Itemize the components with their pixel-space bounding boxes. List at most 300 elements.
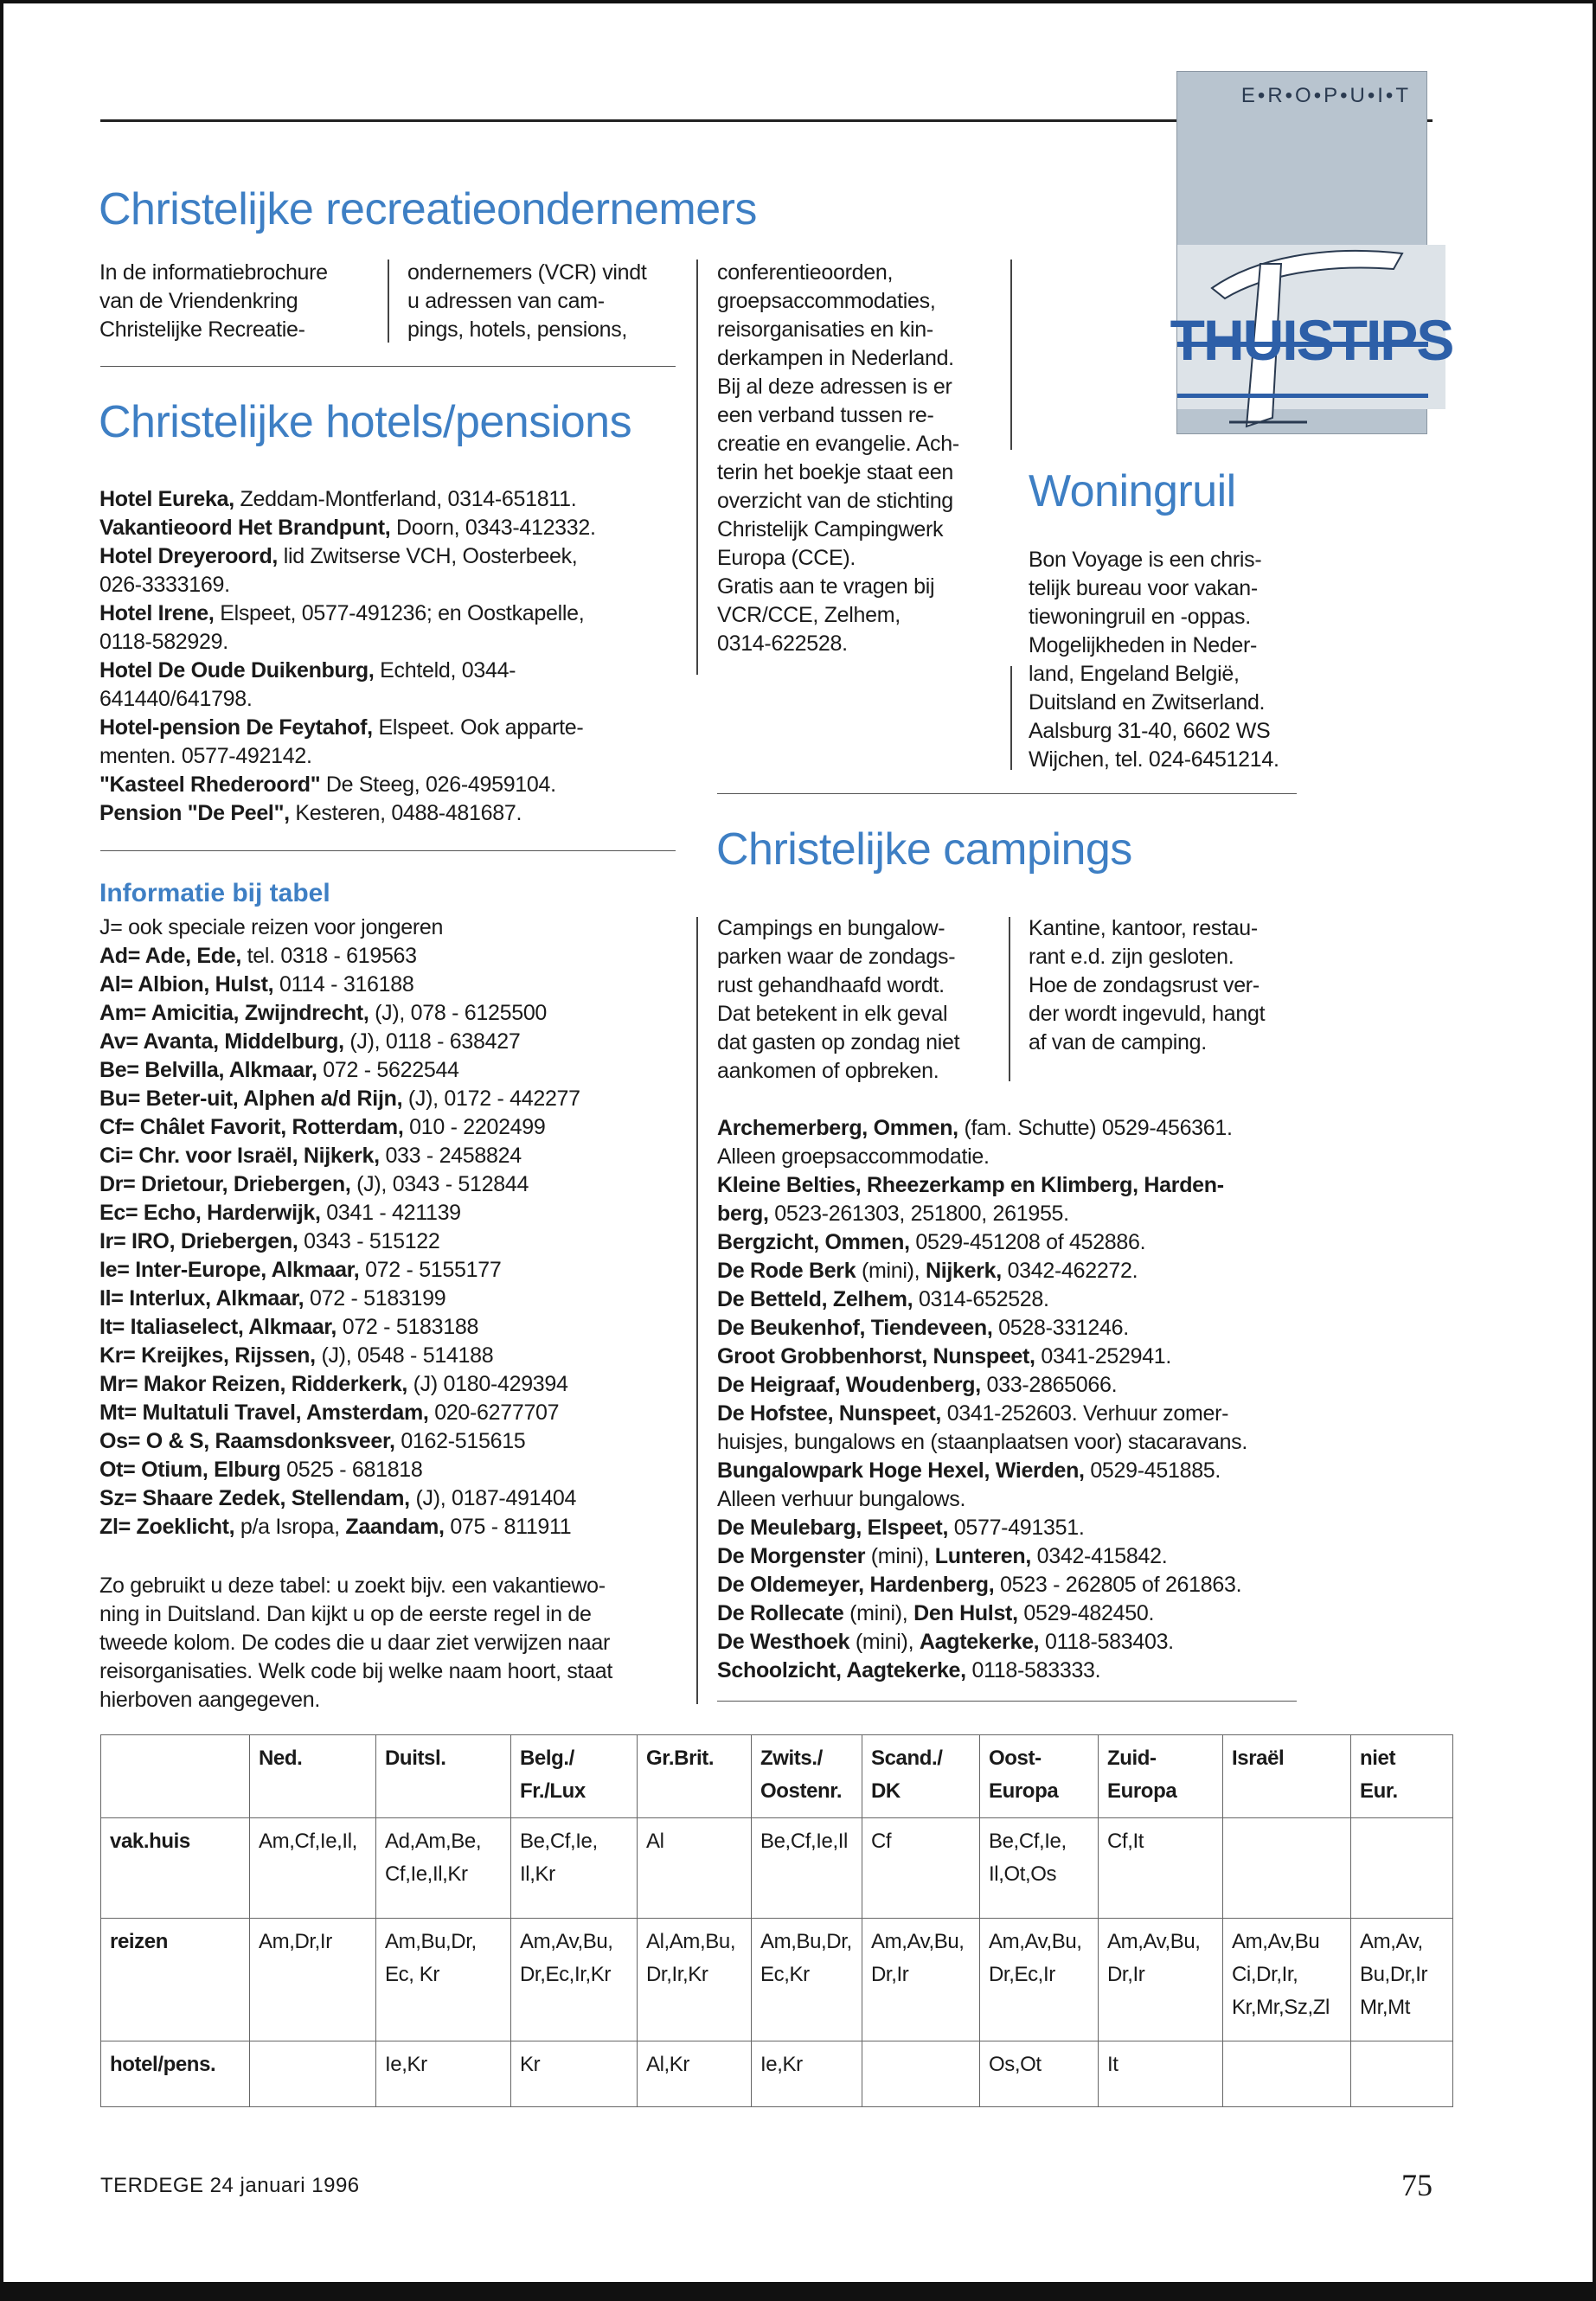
hotel-details: lid Zwitserse VCH, Oosterbeek, [278,544,578,568]
hotel-name: Pension "De Peel", [99,801,290,825]
code-entry [99,1056,580,1085]
code-name: Av= Avanta, Middelburg, [99,1029,344,1054]
hotel-entry [99,799,596,828]
text-line: reisorganisaties. Welk code bij welke naam hoort, staat [99,1659,613,1683]
code-entry [99,1484,580,1513]
table-column-header-text: Zwits./ Oostenr. [760,1747,843,1803]
table-cell [638,2041,752,2107]
table-cell [511,1818,638,1919]
text-line: terin het boekje staat een [717,460,953,484]
camping-entry [717,1428,1247,1457]
table-cell-text: Ie,Kr [385,2053,427,2076]
code-entry [99,1399,580,1427]
table-cell [250,1818,376,1919]
camping-name: De Rode Berk [717,1259,856,1283]
table-column-header-text: Oost- Europa [989,1747,1059,1803]
table-column-header [980,1735,1099,1818]
table-column-header-text: niet Eur. [1360,1747,1398,1803]
code-name: Ir= IRO, Driebergen, [99,1229,298,1253]
table-cell [980,1818,1099,1919]
camping-name: De Meulebarg, Elspeet, [717,1516,949,1540]
campings-title: Christelijke campings [716,824,1132,875]
section-rule [717,793,1297,794]
code-phone: 075 - 811911 [444,1515,572,1539]
hotel-details: De Steeg, 026-4959104. [320,772,556,797]
text-line: VCR/CCE, Zelhem, [717,603,901,627]
code-entry [99,1199,580,1227]
table-row [101,1818,1453,1919]
table-cell-text: Am,Av,Bu Ci,Dr,Ir, Kr,Mr,Sz,Zl [1232,1930,1330,2019]
camping-entry [717,1514,1247,1542]
code-details: (J), 0548 - 514188 [315,1343,494,1368]
camping-details: 0341-252603. Verhuur zomer- [941,1401,1229,1426]
table-cell-text: Am,Bu,Dr, Ec,Kr [760,1930,852,1986]
logo-t-glyph [1177,72,1428,435]
hotel-entry [99,542,596,571]
code-details: (J), 0118 - 638427 [343,1029,521,1054]
table-cell-text: Al,Am,Bu, Dr,Ir,Kr [646,1930,736,1986]
table-cell [752,1919,862,2041]
text-line: Christelijk Campingwerk [717,517,944,542]
camping-name: Bungalowpark Hoge Hexel, Wierden, [717,1458,1085,1483]
text-line: een verband tussen re- [717,403,934,427]
camping-entry [717,1257,1247,1285]
camping-details: 0314-652528. [913,1287,1049,1311]
text-line: der wordt ingevuld, hangt [1029,1002,1266,1026]
table-cell [511,1919,638,2041]
code-name: Ot= Otium, Elburg [99,1458,281,1482]
divider-vertical [1010,260,1012,450]
code-details: 0162-515615 [394,1429,526,1453]
hotel-details: menten. 0577-492142. [99,744,312,768]
camping-details: (fam. Schutte) 0529-456361. [958,1116,1233,1140]
camping-entry [717,1657,1247,1685]
camping-entry [717,1571,1247,1599]
divider-vertical [1010,666,1012,770]
code-details: 020-6277707 [428,1400,560,1425]
camping-entry [717,1228,1247,1257]
text-line: reisorganisaties en kin- [717,317,933,342]
text-line: Mogelijkheden in Neder- [1029,633,1258,657]
table-column-header [862,1735,980,1818]
text-line: Kantine, kantoor, restau- [1029,916,1258,940]
camping-name: Schoolzicht, Aagtekerke, [717,1658,966,1682]
camping-details: (mini), [856,1259,926,1283]
divider-vertical [388,260,389,343]
camping-name: De Rollecate [717,1601,844,1625]
camping-phone: 0529-482450. [1017,1601,1155,1625]
code-details: 072 - 5183199 [304,1286,446,1311]
hotel-entry [99,599,596,628]
code-entry [99,1170,580,1199]
camping-details: 0529-451208 of 452886. [909,1230,1146,1254]
table-row-label [101,2041,250,2107]
code-name: Il= Interlux, Alkmaar, [99,1286,304,1311]
table-cell-text: Cf,It [1107,1830,1144,1853]
code-details: (J) 0180-429394 [407,1372,568,1396]
hotel-name: Hotel Dreyeroord, [99,544,279,568]
recreatie-title: Christelijke recreatieondernemers [99,184,757,234]
table-cell [752,1818,862,1919]
text-line: pings, hotels, pensions, [407,317,628,342]
divider-vertical [1009,917,1010,1081]
camping-entry [717,1143,1247,1171]
table-cell-text: Os,Ot [989,2053,1042,2076]
camping-phone: 0342-462272. [1001,1259,1138,1283]
table-row-label-text: hotel/pens. [110,2053,216,2076]
code-city: Zaandam, [345,1515,445,1539]
code-entry [99,1142,580,1170]
text-line: dat gasten op zondag niet [717,1030,960,1054]
table-cell-text: Al [646,1830,664,1853]
table-cell [376,1818,511,1919]
table-row-label [101,1818,250,1919]
table-cell [1223,2041,1351,2107]
camping-name: Archemerberg, Ommen, [717,1116,958,1140]
hotels-list [99,485,596,828]
camping-details: 033-2865066. [980,1373,1118,1397]
table-cell [1099,1818,1223,1919]
code-entry [99,1285,580,1313]
table-row [101,2041,1453,2107]
hotel-details: Echteld, 0344- [374,658,516,683]
code-entry [99,1513,580,1541]
divider-vertical [696,917,698,1704]
text-line: parken waar de zondags- [717,945,956,969]
table-column-header [511,1735,638,1818]
text-line: aankomen of opbreken. [717,1059,939,1083]
table-column-header [752,1735,862,1818]
table-column-header [1099,1735,1223,1818]
camping-phone: 0342-415842. [1030,1544,1168,1568]
page-number: 75 [1401,2168,1433,2202]
text-line: af van de camping. [1029,1030,1207,1054]
text-line: derkampen in Nederland. [717,346,954,370]
code-name: Ci= Chr. voor Israël, Nijkerk, [99,1144,380,1168]
code-name: Mt= Multatuli Travel, Amsterdam, [99,1400,429,1425]
text-line: Bon Voyage is een chris- [1029,548,1262,572]
code-details: 0343 - 515122 [298,1229,440,1253]
text-line: Wijchen, tel. 024-6451214. [1029,747,1279,772]
camping-entry [717,1314,1247,1343]
table-cell-text: Be,Cf,Ie, Il,Ot,Os [989,1830,1067,1886]
table-cell-text: It [1107,2053,1118,2076]
hotel-details: Zeddam-Montferland, 0314-651811. [234,487,577,511]
camping-details: Alleen groepsaccommodatie. [717,1144,990,1169]
table-row-label [101,1919,250,2041]
camping-details: 0528-331246. [992,1316,1129,1340]
code-details: 033 - 2458824 [379,1144,522,1168]
table-column-header-text: Ned. [259,1747,303,1770]
camping-details: 0341-252941. [1035,1344,1172,1368]
table-column-header-text: Belg./ Fr./Lux [520,1747,586,1803]
hotel-name: "Kasteel Rhederoord" [99,772,321,797]
table-cell-text: Am,Bu,Dr, Ec, Kr [385,1930,477,1986]
table-cell [862,1919,980,2041]
recreatie-col2 [407,259,647,344]
table-cell [1351,1919,1453,2041]
code-entry [99,1256,580,1285]
hotel-details: Doorn, 0343-412332. [390,516,596,540]
code-entry [99,1227,580,1256]
camping-details: 0523 - 262805 of 261863. [994,1573,1242,1597]
table-header-row [101,1735,1453,1818]
hotel-name: Vakantieoord Het Brandpunt, [99,516,391,540]
text-line: In de informatiebrochure [99,260,328,285]
text-line: conferentieoorden, [717,260,894,285]
code-name: Be= Belvilla, Alkmaar, [99,1058,317,1082]
footer-source: TERDEGE 24 januari 1996 [100,2174,360,2197]
table-cell [1223,1919,1351,2041]
text-line: ondernemers (VCR) vindt [407,260,647,285]
camping-details: 0118-583333. [965,1658,1101,1682]
text-line: Hoe de zondagsrust ver- [1029,973,1259,997]
code-name: Os= O & S, Raamsdonksveer, [99,1429,395,1453]
table-column-header-text: Gr.Brit. [646,1747,715,1770]
code-name: Am= Amicitia, Zwijndrecht, [99,1001,369,1025]
code-details: 010 - 2202499 [403,1115,546,1139]
text-line: Zo gebruikt u deze tabel: u zoekt bijv. een vakantiewo- [99,1574,606,1598]
text-line: Dat betekent in elk geval [717,1002,948,1026]
text-line: ning in Duitsland. Dan kijkt u op de eerste regel in de [99,1602,592,1626]
camping-name: De Heigraaf, Woudenberg, [717,1373,981,1397]
info-list [99,913,580,1541]
code-entry [99,1342,580,1370]
table-cell-text: Am,Av,Bu, Dr,Ec,Ir [989,1930,1082,1986]
camping-entry [717,1628,1247,1657]
table-cell-text: Ad,Am,Be, Cf,Ie,Il,Kr [385,1830,482,1886]
divider-vertical [696,260,698,675]
hotel-name: Hotel Irene, [99,601,215,625]
camping-entry [717,1371,1247,1400]
table-cell [376,2041,511,2107]
camping-entry [717,1114,1247,1143]
table-column-header-text: Zuid- Europa [1107,1747,1177,1803]
table-cell-text: Be,Cf,Ie,Il [760,1830,848,1853]
table-cell-text: Am,Av,Bu, Dr,Ec,Ir,Kr [520,1930,613,1986]
table-cell [1099,2041,1223,2107]
camping-phone: 0118-583403. [1039,1630,1174,1654]
camping-entry [717,1599,1247,1628]
hotel-entry [99,628,596,657]
text-line: overzicht van de stichting [717,489,953,513]
table-cell [1351,2041,1453,2107]
hotel-entry [99,685,596,714]
code-details: 072 - 5622544 [317,1058,459,1082]
camping-entry [717,1200,1247,1228]
thuistips-logo [1170,71,1453,434]
camping-name: Kleine Belties, Rheezerkamp en Klimberg, Harden- [717,1173,1224,1197]
text-line: tiewoningruil en -oppas. [1029,605,1251,629]
table-cell [376,1919,511,2041]
camping-name: De Betteld, Zelhem, [717,1287,913,1311]
hotel-name: Hotel-pension De Feytahof, [99,715,373,740]
code-name: It= Italiaselect, Alkmaar, [99,1315,337,1339]
hotel-entry [99,742,596,771]
hotel-details: Kesteren, 0488-481687. [289,801,522,825]
hotel-entry [99,485,596,514]
code-entry [99,942,580,971]
camping-entry [717,1457,1247,1485]
logo-top-text: E•R•O•P•U•I•T [1240,84,1411,107]
code-entry [99,1028,580,1056]
hotel-entry [99,714,596,742]
camping-name: De Oldemeyer, Hardenberg, [717,1573,995,1597]
camping-details: huisjes, bungalows en (staanplaatsen voor) stacaravans. [717,1430,1248,1454]
table-cell-text: Al,Kr [646,2053,690,2076]
table-column-header [638,1735,752,1818]
table-row [101,1919,1453,2041]
code-name: Kr= Kreijkes, Rijssen, [99,1343,316,1368]
text-line: Duitsland en Zwitserland. [1029,690,1266,715]
text-line: rust gehandhaafd wordt. [717,973,945,997]
table-column-header [250,1735,376,1818]
table-cell [1351,1818,1453,1919]
text-line: Christelijke Recreatie- [99,317,305,342]
code-entry [99,1370,580,1399]
code-entry [99,1113,580,1142]
camping-name: Groot Grobbenhorst, Nunspeet, [717,1344,1035,1368]
text-line: rant e.d. zijn gesloten. [1029,945,1234,969]
camping-entry [717,1285,1247,1314]
table-cell [862,1818,980,1919]
table-cell-text: Ie,Kr [760,2053,803,2076]
table-cell-text: Am,Dr,Ir [259,1930,332,1953]
hotel-details: 026-3333169. [99,573,230,597]
hotel-details: Elspeet, 0577-491236; en Oostkapelle, [214,601,585,625]
text-line: Aalsburg 31-40, 6602 WS [1029,719,1271,743]
text-line: 0314-622528. [717,631,848,656]
woningruil-title: Woningruil [1029,466,1236,516]
camping-city: Nijkerk, [925,1259,1002,1283]
recreatie-col1 [99,259,328,344]
table-cell-text: Am,Cf,Ie,Il, [259,1830,357,1853]
text-line: u adressen van cam- [407,289,605,313]
section-rule [100,366,676,367]
code-entry [99,1456,580,1484]
table-cell [1223,1818,1351,1919]
table-column-header [376,1735,511,1818]
destination-table [100,1734,1453,2107]
code-entry [99,971,580,999]
hotel-details: 0118-582929. [99,630,228,654]
table-cell [980,2041,1099,2107]
text-line: groepsaccommodaties, [717,289,936,313]
code-details: tel. 0318 - 619563 [240,944,417,968]
code-entry [99,1427,580,1456]
camping-name: De Morgenster [717,1544,866,1568]
code-name: Al= Albion, Hulst, [99,972,274,997]
recreatie-col3 [717,259,959,658]
code-entry [99,1313,580,1342]
table-cell-text: Am,Av,Bu, Dr,Ir [871,1930,965,1986]
camping-name: De Hofstee, Nunspeet, [717,1401,942,1426]
code-name: Mr= Makor Reizen, Ridderkerk, [99,1372,408,1396]
code-details: 072 - 5183188 [337,1315,479,1339]
campings-intro-left [717,914,959,1086]
camping-details: (mini), [865,1544,935,1568]
table-row-label-text: reizen [110,1930,168,1953]
hotel-entry [99,771,596,799]
hotel-entry [99,571,596,599]
table-cell-text: Am,Av, Bu,Dr,Ir Mr,Mt [1360,1930,1428,2019]
code-details: J= ook speciale reizen voor jongeren [99,915,444,939]
campings-list [717,1114,1247,1685]
code-name: Ad= Ade, Ede, [99,944,241,968]
table-column-header-text: Duitsl. [385,1747,446,1770]
hotels-title: Christelijke hotels/pensions [99,397,632,447]
code-details: (J), 078 - 6125500 [369,1001,548,1025]
section-rule [717,1701,1297,1702]
camping-entry [717,1400,1247,1428]
camping-name: De Westhoek [717,1630,850,1654]
code-details: (J), 0187-491404 [409,1486,577,1510]
camping-name: Bergzicht, Ommen, [717,1230,910,1254]
camping-city: Den Hulst, [913,1601,1018,1625]
table-cell [250,1919,376,2041]
code-name: Ie= Inter-Europe, Alkmaar, [99,1258,360,1282]
logo-word: THUISTIPS [1170,308,1453,372]
hotel-details: Elspeet. Ook apparte- [372,715,584,740]
code-entry [99,913,580,942]
text-line: tweede kolom. De codes die u daar ziet verwijzen naar [99,1631,610,1655]
table-corner [101,1735,250,1818]
code-name: Cf= Châlet Favorit, Rotterdam, [99,1115,404,1139]
woningruil-text [1029,546,1279,774]
table-cell [638,1818,752,1919]
text-line: Campings en bungalow- [717,916,945,940]
camping-name: berg, [717,1202,769,1226]
code-name: Zl= Zoeklicht, [99,1515,235,1539]
info-title: Informatie bij tabel [99,879,330,907]
table-cell [638,1919,752,2041]
camping-city: Aagtekerke, [919,1630,1040,1654]
camping-entry [717,1171,1247,1200]
hotel-name: Hotel De Oude Duikenburg, [99,658,375,683]
hotel-name: Hotel Eureka, [99,487,234,511]
table-cell [752,2041,862,2107]
camping-details: 0529-451885. [1084,1458,1221,1483]
camping-entry [717,1542,1247,1571]
hotel-details: 641440/641798. [99,687,253,711]
code-details: 0525 - 681818 [280,1458,423,1482]
camping-details: (mini), [849,1630,920,1654]
table-cell-text: Kr [520,2053,541,2076]
table-cell [1099,1919,1223,2041]
code-details: (J), 0172 - 442277 [402,1086,580,1111]
text-line: telijk bureau voor vakan- [1029,576,1258,600]
table-cell [862,2041,980,2107]
code-details: 0341 - 421139 [320,1201,461,1225]
table-column-header [1223,1735,1351,1818]
usage-text [99,1572,612,1715]
code-details: (J), 0343 - 512844 [350,1172,529,1196]
table-cell [511,2041,638,2107]
table-cell [980,1919,1099,2041]
code-entry [99,999,580,1028]
camping-details: (mini), [843,1601,914,1625]
text-line: land, Engeland België, [1029,662,1240,686]
code-name: Dr= Drietour, Driebergen, [99,1172,351,1196]
code-name: Sz= Shaare Zedek, Stellendam, [99,1486,410,1510]
text-line: Europa (CCE). [717,546,856,570]
camping-details: Alleen verhuur bungalows. [717,1487,966,1511]
camping-entry [717,1485,1247,1514]
table-cell-text: Cf [871,1830,892,1853]
code-details: p/a Isropa, [234,1515,346,1539]
table-cell-text: Am,Av,Bu, Dr,Ir [1107,1930,1201,1986]
table-row-label-text: vak.huis [110,1830,190,1853]
